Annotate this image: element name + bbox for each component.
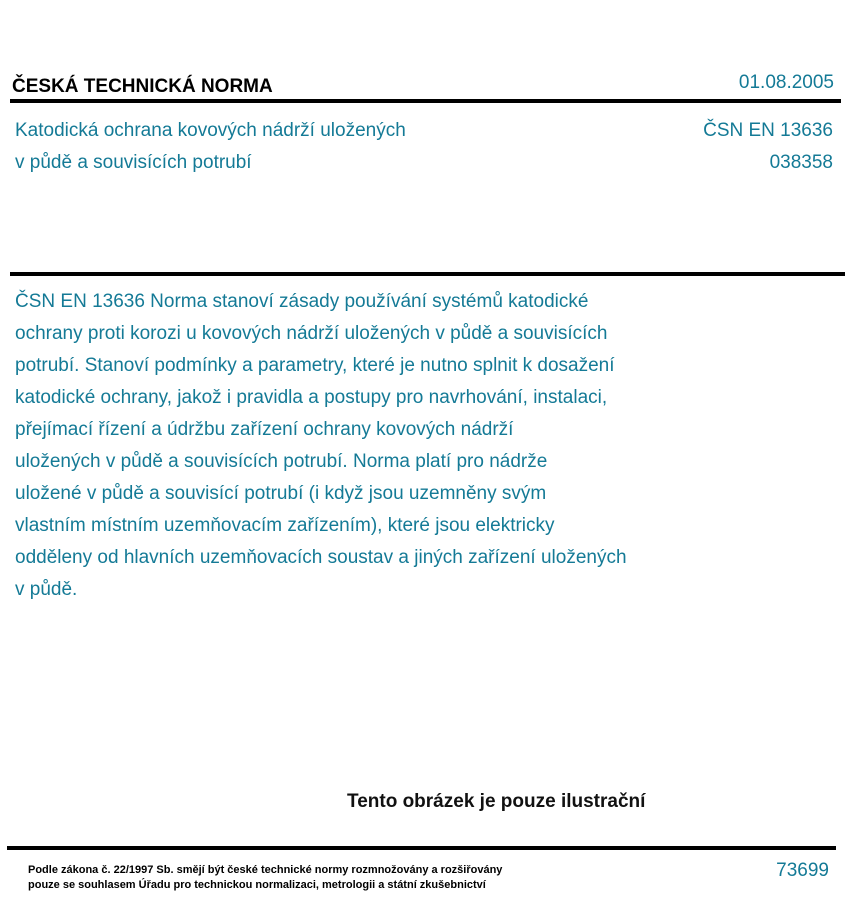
illustration-note: Tento obrázek je pouze ilustrační — [347, 791, 646, 812]
abstract-line: ochrany proti korozi u kovových nádrží uložených v půdě a souvisících — [15, 323, 608, 344]
abstract-line: uložených v půdě a souvisících potrubí. Norma platí pro nádrže — [15, 451, 548, 472]
abstract-text — [15, 286, 735, 606]
abstract-line: katodické ochrany, jakož i pravidla a postupy pro navrhování, instalaci, — [15, 387, 608, 408]
abstract-line: potrubí. Stanoví podmínky a parametry, které je nutno splnit k dosažení — [15, 355, 615, 376]
issue-date: 01.08.2005 — [738, 72, 834, 93]
section-divider — [10, 272, 845, 276]
standard-code: ČSN EN 13636 — [703, 120, 833, 141]
document-title-line: Katodická ochrana kovových nádrží uložených — [15, 120, 406, 141]
legal-notice-line: Podle zákona č. 22/1997 Sb. smějí být české technické normy rozmnožovány a rozšiřovány — [28, 864, 503, 876]
legal-notice — [28, 863, 502, 893]
legal-notice-line: pouze se souhlasem Úřadu pro technickou normalizaci, metrologii a státní zkušebnictví — [28, 879, 486, 891]
abstract-line: v půdě. — [15, 579, 78, 600]
header-divider — [10, 99, 841, 103]
abstract-line: uložené v půdě a souvisící potrubí (i když jsou uzemněny svým — [15, 483, 547, 504]
abstract-line: vlastním místním uzemňovacím zařízením), které jsou elektricky — [15, 515, 555, 536]
header-title: ČESKÁ TECHNICKÁ NORMA — [12, 76, 273, 97]
footer-divider — [7, 846, 836, 850]
abstract-line: odděleny od hlavních uzemňovacích soustav a jiných zařízení uložených — [15, 547, 627, 568]
catalog-number: 73699 — [776, 860, 829, 881]
document-identifiers — [703, 115, 833, 179]
abstract-line: přejímací řízení a údržbu zařízení ochrany kovových nádrží — [15, 419, 514, 440]
document-title — [15, 115, 406, 179]
abstract-line: ČSN EN 13636 Norma stanoví zásady používání systémů katodické — [15, 291, 589, 312]
class-code: 038358 — [769, 152, 833, 173]
document-title-line: v půdě a souvisících potrubí — [15, 152, 252, 173]
